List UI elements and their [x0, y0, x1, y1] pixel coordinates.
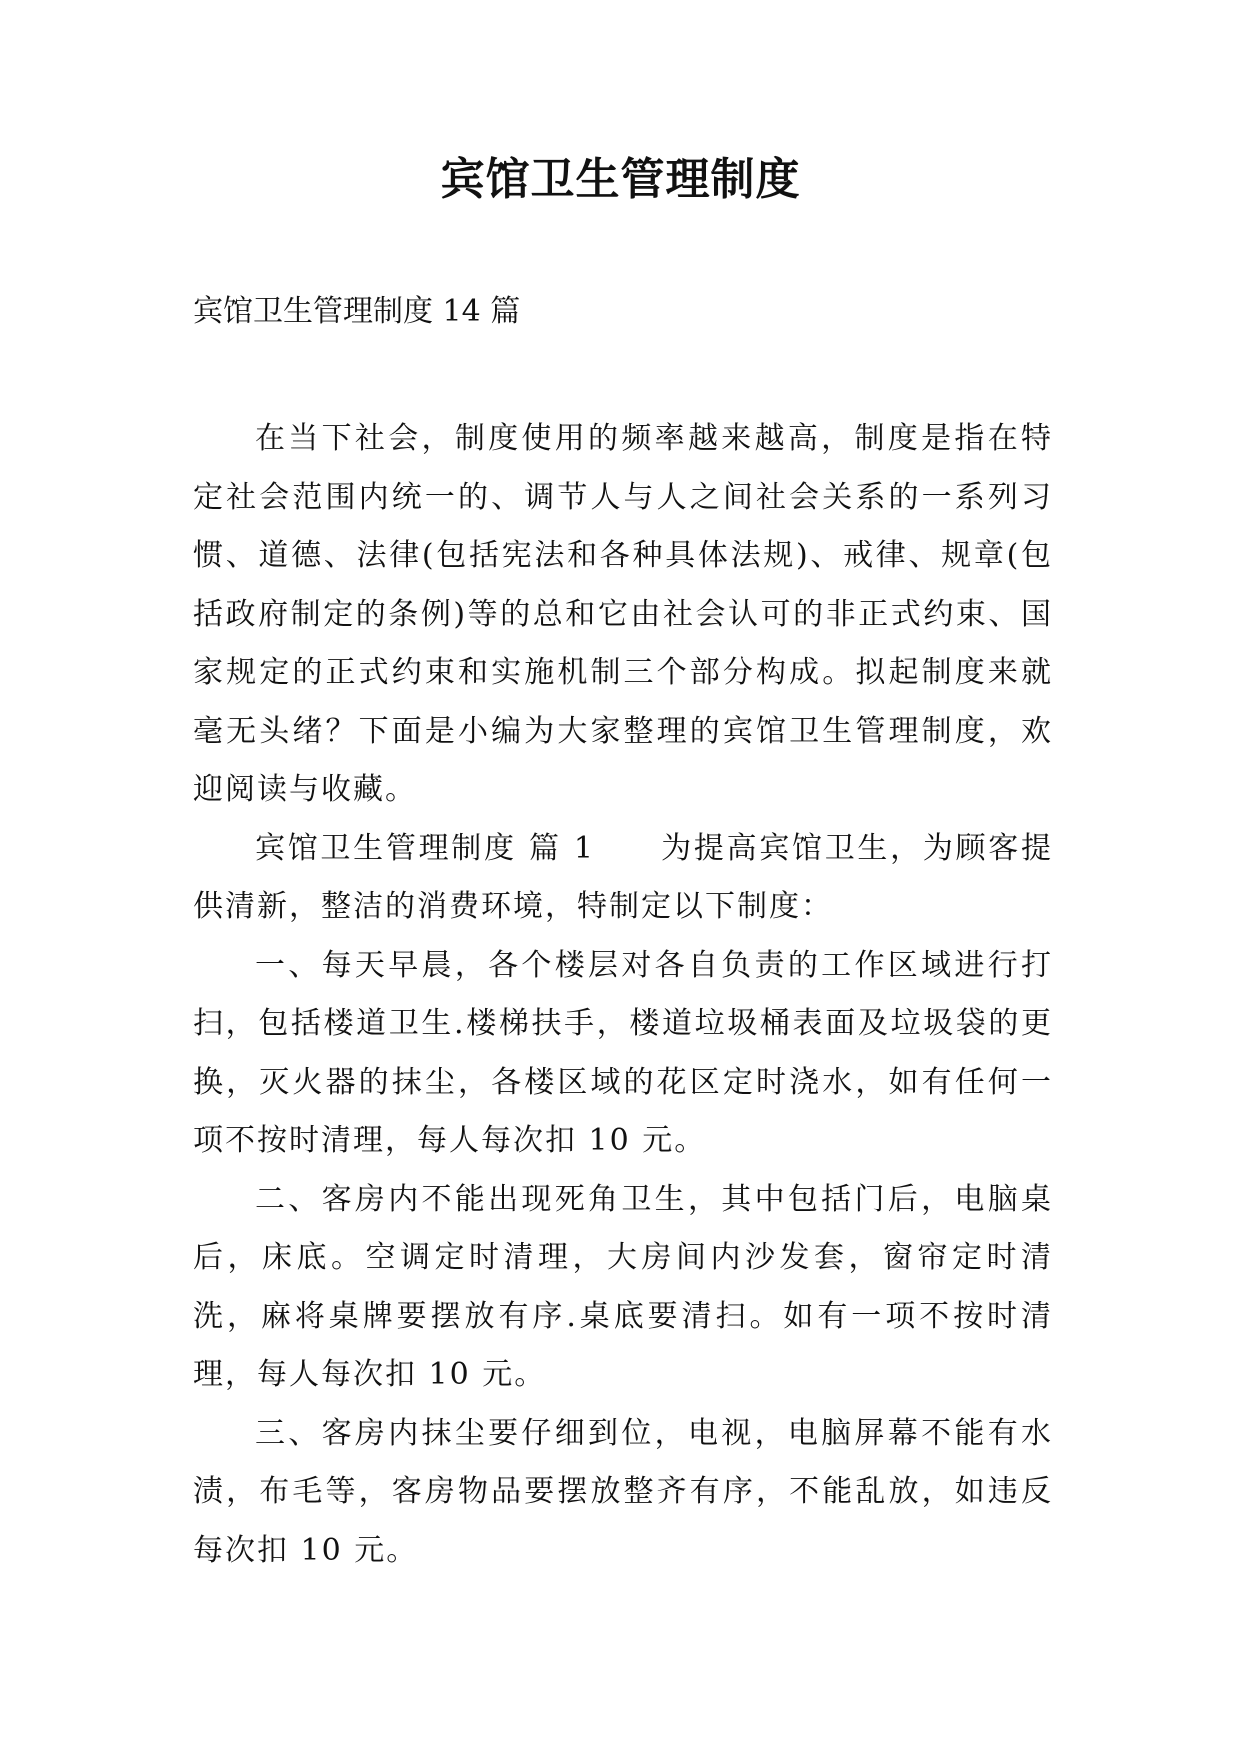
paragraph-section-1: 宾馆卫生管理制度 篇 1 为提高宾馆卫生，为顾客提供清新，整洁的消费环境，特制定以下制度：	[193, 830, 1053, 924]
document-title: 宾馆卫生管理制度	[440, 154, 801, 205]
paragraph-rule-2: 二、客房内不能出现死角卫生，其中包括门后，电脑桌后，床底。空调定时清理，大房间内沙发套，窗帘定时清洗，麻将桌牌要摆放有序.桌底要清扫。如有一项不按时清理，每人每次扣 10 元。	[193, 1181, 1053, 1392]
paragraph-rule-3: 三、客房内抹尘要仔细到位，电视，电脑屏幕不能有水渍，布毛等，客房物品要摆放整齐有序，不能乱放，如违反每次扣 10 元。	[193, 1415, 1053, 1568]
document-subtitle: 宾馆卫生管理制度 14 篇	[193, 294, 521, 329]
document-body	[193, 410, 1053, 1580]
paragraph-intro: 在当下社会，制度使用的频率越来越高，制度是指在特定社会范围内统一的、调节人与人之间社会关系的一系列习惯、道德、法律(包括宪法和各种具体法规)、戒律、规章(包括政府制定的条例)等的总和它由社会认可的非正式约束、国家规定的正式约束和实施机制三个部分构成。拟起制度来就毫无头绪？下面是小编为大家整理的宾馆卫生管理制度，欢迎阅读与收藏。	[193, 421, 1053, 807]
paragraph-rule-1: 一、每天早晨，各个楼层对各自负责的工作区域进行打扫，包括楼道卫生.楼梯扶手，楼道垃圾桶表面及垃圾袋的更换，灭火器的抹尘，各楼区域的花区定时浇水，如有任何一项不按时清理，每人每次扣 10 元。	[193, 947, 1053, 1158]
